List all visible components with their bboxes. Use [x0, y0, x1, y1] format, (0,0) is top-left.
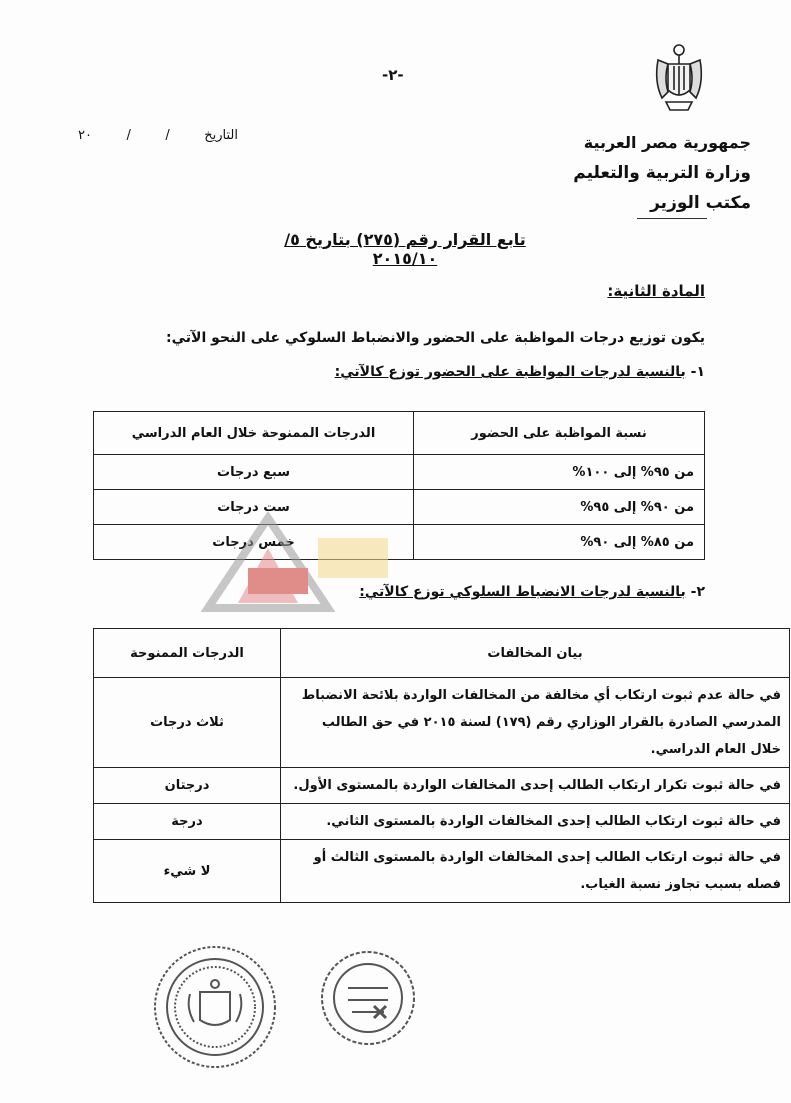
table-cell: من ٨٥% إلى ٩٠%	[414, 525, 705, 560]
section-2-heading	[359, 584, 705, 600]
table-row	[94, 525, 705, 560]
table-header-row	[94, 629, 790, 678]
article-title: المادة الثانية:	[607, 282, 705, 300]
table-row	[94, 840, 790, 903]
table-cell: درجة	[94, 804, 281, 840]
table-cell: من ٩٠% إلى ٩٥%	[414, 490, 705, 525]
section-number: ١-	[690, 364, 705, 380]
table-row	[94, 490, 705, 525]
round-stamp	[318, 948, 418, 1048]
official-seal-stamp	[150, 942, 280, 1072]
table-row	[94, 768, 790, 804]
section-1-heading	[335, 364, 705, 380]
divider	[637, 218, 707, 219]
attendance-table	[93, 411, 705, 560]
eagle-emblem-icon	[648, 42, 710, 114]
page-number: -٢-	[382, 66, 404, 84]
table-cell: من ٩٥% إلى ١٠٠%	[414, 455, 705, 490]
date-line	[78, 128, 238, 143]
table-cell: ست درجات	[94, 490, 414, 525]
decree-title: تابع القرار رقم (٢٧٥) بتاريخ ٥/ ٢٠١٥/١٠	[284, 230, 526, 268]
table-cell: خمس درجات	[94, 525, 414, 560]
section-number: ٢-	[690, 584, 705, 600]
date-separator: /	[126, 128, 131, 143]
section-title: بالنسبة لدرجات المواظبة على الحضور توزع كالآتي:	[334, 364, 686, 380]
office-name: مكتب الوزير	[650, 193, 751, 213]
table-cell: ثلاث درجات	[94, 678, 281, 768]
table-cell: لا شيء	[94, 840, 281, 903]
table-header-row	[94, 412, 705, 455]
site-watermark-logo	[198, 508, 398, 618]
table-cell: في حالة عدم ثبوت ارتكاب أي مخالفة من المخالفات الواردة بلائحة الانضباط المدرسي الصادرة بالقرار الوزاري رقم (١٧٩) لسنة ٢٠١٥ في حق الطالب خلال العام الدراسي.	[281, 678, 790, 768]
table-cell: في حالة ثبوت ارتكاب الطالب إحدى المخالفات الواردة بالمستوى الثالث أو فصله بسبب تجاوز نسبة الغياب.	[281, 840, 790, 903]
table-row	[94, 678, 790, 768]
table-row	[94, 804, 790, 840]
date-year: ٢٠	[78, 128, 92, 143]
table-cell: في حالة ثبوت تكرار ارتكاب الطالب إحدى المخالفات الواردة بالمستوى الأول.	[281, 768, 790, 804]
table-cell: سبع درجات	[94, 455, 414, 490]
table-header: نسبة المواظبة على الحضور	[414, 412, 705, 455]
intro-text: يكون توزيع درجات المواظبة على الحضور والانضباط السلوكي على النحو الآتي:	[166, 330, 705, 346]
table-cell: درجتان	[94, 768, 281, 804]
date-separator: /	[165, 128, 170, 143]
table-row	[94, 455, 705, 490]
section-title: بالنسبة لدرجات الانضباط السلوكي توزع كالآتي:	[359, 584, 686, 600]
discipline-table	[93, 628, 790, 903]
country-name: جمهورية مصر العربية	[583, 133, 751, 152]
ministry-name: وزارة التربية والتعليم	[573, 163, 751, 183]
ministry-header	[573, 128, 751, 218]
table-header: بيان المخالفات	[281, 629, 790, 678]
table-cell: في حالة ثبوت ارتكاب الطالب إحدى المخالفات الواردة بالمستوى الثاني.	[281, 804, 790, 840]
table-header: الدرجات الممنوحة خلال العام الدراسي	[94, 412, 414, 455]
table-header: الدرجات الممنوحة	[94, 629, 281, 678]
date-label: التاريخ	[204, 128, 238, 143]
